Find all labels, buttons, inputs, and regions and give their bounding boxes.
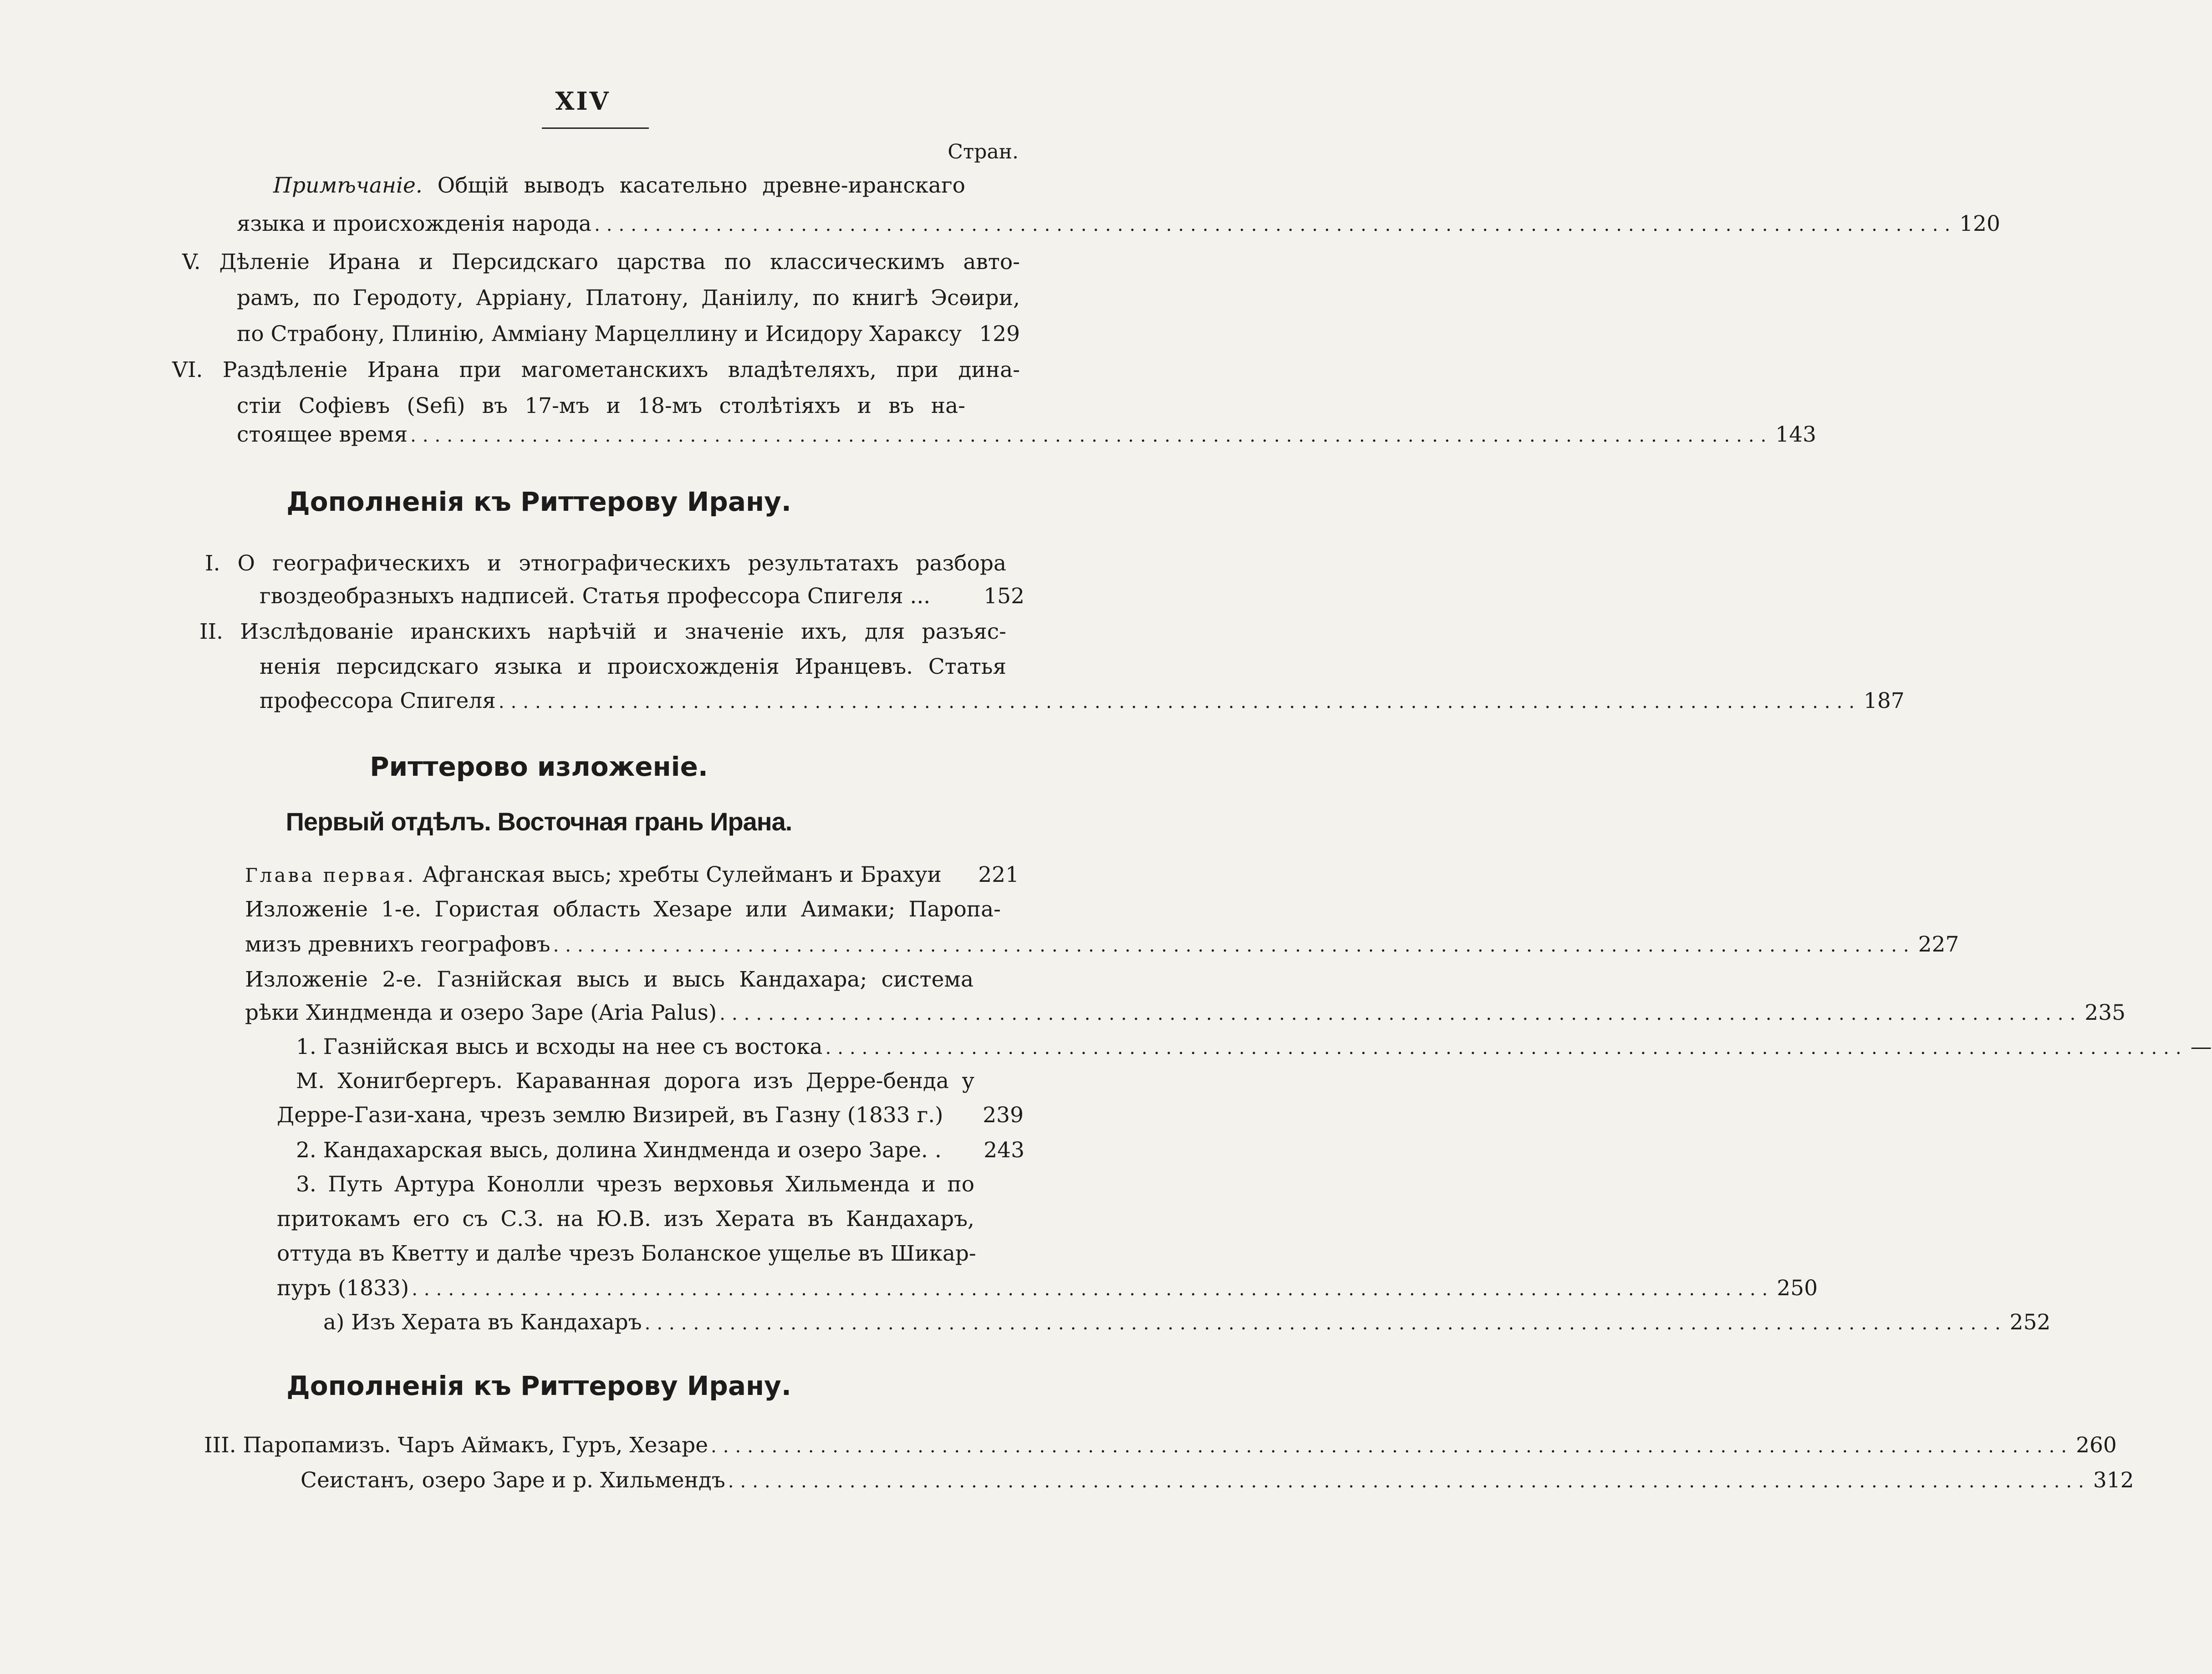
toc-s3-line2: притокамъ его съ С.З. на Ю.В. изъ Херата въ Кандахаръ, [277, 1206, 974, 1231]
toc-entry-text: О географическихъ и этнографическихъ результатахъ разбора [237, 551, 1006, 576]
toc-entry-number: VI. [172, 357, 203, 382]
toc-entry-text: пуръ (1833) [277, 1276, 409, 1301]
toc-entry-text [204, 1432, 708, 1459]
toc-entry-text: рѣки Хиндменда и озеро Заре (Aria Palus) [245, 1000, 717, 1025]
toc-v-line1 [182, 249, 1020, 276]
toc-entry-iz2 [245, 999, 2126, 1028]
dot-leader: ................................................................................................................ [644, 1313, 2007, 1334]
toc-entry-sub-3 [277, 1275, 1818, 1303]
toc-entry-text: профессора Спигеля [260, 688, 496, 713]
toc-entry-iii [204, 1432, 2117, 1460]
toc-entry-note [237, 210, 2000, 239]
toc-page-number: 120 [1959, 211, 2000, 236]
toc-page-number: — [2190, 1034, 2212, 1059]
toc-entry-text: языка и происхожденія народа [237, 211, 592, 236]
toc-page-number: 250 [1777, 1276, 1818, 1301]
toc-entry-v [237, 321, 1020, 348]
toc-iz2-line1: Изложеніе 2-е. Газнійская высь и высь Кандахара; система [245, 967, 973, 992]
section-heading-ritter-exposition: Риттерово изложеніе. [370, 751, 708, 782]
toc-entry-number: II. [199, 619, 224, 644]
toc-entry-text: Сеистанъ, озеро Заре и р. Хильмендъ [301, 1468, 725, 1493]
toc-iz1-line1: Изложеніе 1-е. Гористая область Хезаре или Аимаки; Паропа- [245, 897, 1001, 922]
toc-entry-honigberger [277, 1102, 1024, 1129]
toc-entry-text: а) Изъ Херата въ Кандахаръ [323, 1310, 642, 1335]
toc-page-number: 239 [983, 1103, 1024, 1128]
dot-leader: ................................................................................................................ [825, 1038, 2188, 1058]
toc-s3-line3: оттуда въ Кветту и далѣе чрезъ Боланское ущелье въ Шикар- [277, 1241, 976, 1266]
section-heading-first-division: Первый отдѣлъ. Восточная грань Ирана. [285, 807, 792, 836]
toc-i-line1 [205, 550, 1006, 577]
toc-entry-seistan [301, 1467, 2134, 1495]
dot-leader: ................................................................................................................ [719, 1003, 2082, 1024]
toc-entry-text: мизъ древнихъ географовъ [245, 932, 550, 957]
toc-entry-number: I. [205, 551, 220, 576]
toc-entry-text: Изслѣдованіе иранскихъ нарѣчій и значеніе ихъ, для разъяс- [240, 619, 1006, 644]
toc-page-number: 152 [984, 584, 1024, 609]
toc-entry-chapter-1 [245, 861, 1019, 889]
toc-page-number: 243 [984, 1138, 1024, 1163]
toc-entry-text: 2. Кандахарская высь, долина Хиндменда и озеро Заре. . [296, 1138, 942, 1163]
toc-page-number: 221 [978, 862, 1019, 887]
toc-entry-number: III. [204, 1433, 236, 1458]
chapter-title: Афганская высь; хребты Сулейманъ и Брахуи [422, 862, 942, 887]
toc-note-text: Общій выводъ касательно древне-иранскаго [437, 173, 965, 198]
toc-page-number: 252 [2009, 1310, 2051, 1335]
toc-entry-i [260, 583, 1024, 610]
toc-page-number: 129 [979, 321, 1020, 346]
toc-note-line1 [273, 172, 965, 199]
dot-leader: ................................................................................................................ [553, 935, 1916, 956]
folio-rule [542, 127, 649, 129]
toc-entry-text: по Страбону, Плинію, Амміану Марцеллину и Исидору Хараксу [237, 321, 962, 346]
toc-entry-text: Дерре-Гази-хана, чрезъ землю Визирей, въ Газну (1833 г.) [277, 1103, 943, 1128]
toc-page-number: 143 [1775, 422, 1816, 447]
page-folio: XIV [555, 86, 611, 116]
toc-v-line2: рамъ, по Геродоту, Арріану, Платону, Даніилу, по книгѣ Эсѳири, [237, 285, 1020, 310]
toc-vi-line1 [172, 356, 1020, 384]
toc-entry-iz1 [245, 931, 1959, 959]
toc-ii-line2: ненія персидскаго языка и происхожденія Иранцевъ. Статья [260, 654, 1006, 679]
toc-entry-vi [237, 421, 1816, 449]
dot-leader: ................................................................................................................ [498, 692, 1861, 712]
toc-entry-text: стоящее время [237, 422, 408, 447]
dot-leader: ................................................................................................................ [412, 1279, 1774, 1300]
dot-leader: ................................................................................................................ [711, 1436, 2074, 1457]
page-column-label: Стран. [948, 140, 1019, 163]
dot-leader: ................................................................................................................ [594, 214, 1957, 235]
toc-entry-text [245, 861, 942, 889]
toc-entry-text: 1. Газнійская высь и всходы на нее съ востока [296, 1034, 823, 1059]
toc-entry-sub-a [323, 1309, 2051, 1337]
section-heading-supplements: Дополненія къ Риттерову Ирану. [286, 486, 791, 517]
toc-note-label: Примѣчаніе. [273, 173, 423, 198]
toc-hon-line1: М. Хонигбергеръ. Караванная дорога изъ Дерре-бенда у [296, 1069, 974, 1094]
toc-page-number: 260 [2076, 1433, 2117, 1458]
toc-entry-sub-1 [296, 1033, 2212, 1062]
toc-page-number: 227 [1918, 932, 1959, 957]
toc-entry-number: V. [182, 249, 201, 275]
toc-entry-text: Раздѣленіе Ирана при магометанскихъ владѣтеляхъ, при дина- [222, 357, 1020, 382]
toc-entry-text: Дѣленіе Ирана и Персидскаго царства по классическимъ авто- [219, 249, 1020, 275]
dot-leader: ................................................................................................................ [728, 1471, 2090, 1492]
toc-page-number: 235 [2085, 1000, 2126, 1025]
toc-page-number: 187 [1863, 688, 1905, 713]
chapter-label: Глава первая. [245, 864, 416, 886]
toc-entry-sub-2 [296, 1137, 1024, 1164]
toc-page-number: 312 [2093, 1468, 2134, 1493]
section-heading-supplements-2: Дополненія къ Риттерову Ирану. [286, 1370, 791, 1401]
toc-s3-line1: 3. Путь Артура Конолли чрезъ верховья Хильменда и по [296, 1172, 974, 1197]
toc-entry-text: гвоздеобразныхъ надписей. Статья профессора Спигеля ... [260, 584, 931, 609]
toc-entry-title: Паропамизъ. Чаръ Аймакъ, Гуръ, Хезаре [243, 1433, 708, 1458]
toc-vi-line2: стіи Софіевъ (Sefi) въ 17-мъ и 18-мъ столѣтіяхъ и въ на- [237, 393, 965, 418]
toc-ii-line1 [199, 618, 1006, 646]
toc-entry-ii [260, 687, 1905, 716]
dot-leader: ................................................................................................................ [410, 425, 1773, 446]
